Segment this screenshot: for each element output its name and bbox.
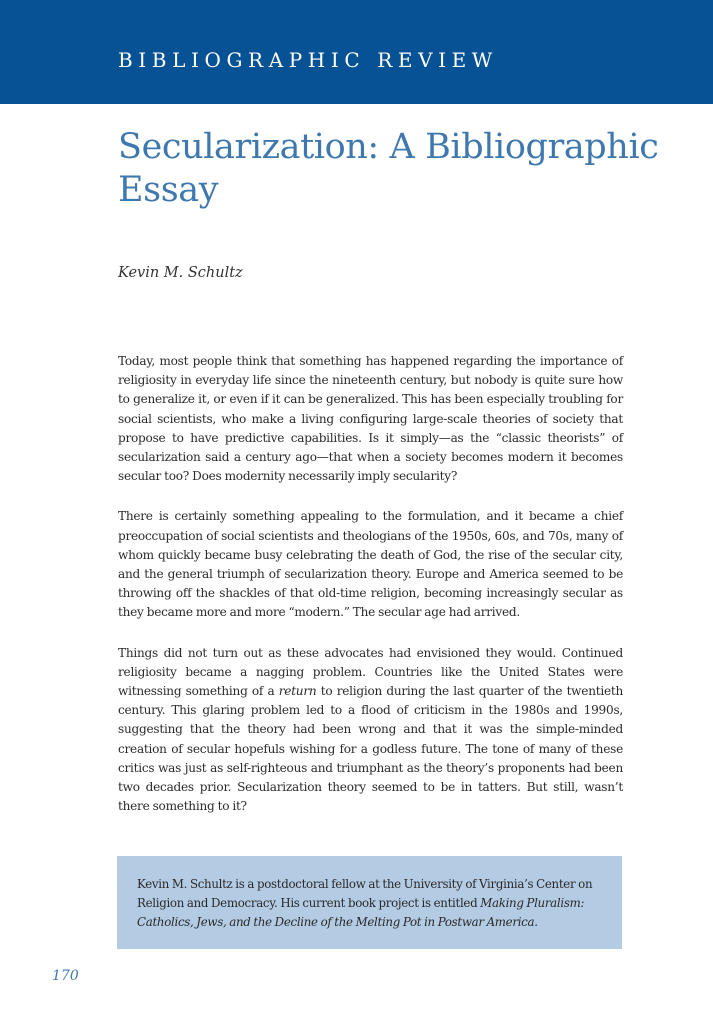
article-body (118, 352, 623, 837)
author-name: Kevin M. Schultz (118, 265, 243, 281)
book-title: Making Pluralism: Catholics, Jews, and the Decline of the Melting Pot in Postwar America (137, 896, 585, 929)
body-paragraph: There is certainly something appealing to the formulation, and it became a chief preoccupation of social scientists and theologians of the 1950s, 60s, and 70s, many of whom quickly became busy celebrating the death of God, the rise of the secular city, and the general triumph of secularization theory. Europe and America seemed to be throwing off the shackles of that old-time religion, becoming increasingly secular as they became more and more “modern.” The secular age had arrived. (118, 509, 623, 620)
author-bio-box (117, 856, 622, 949)
body-paragraph: Today, most people think that something has happened regarding the importance of religiosity in everyday life since the nineteenth century, but nobody is quite sure how to generalize it, or even if it can be generalized. This has been especially troubling for social scientists, who make a living configuring large-scale theories of society that propose to have predictive capabilities. Is it simply—as the “classic theorists” of secularization said a century ago—that when a society becomes modern it becomes secular too? Does modernity necessarily imply secularity? (118, 354, 623, 484)
author-bio (137, 875, 604, 932)
paragraph-text: to religion during the last quarter of the twentieth century. This glaring problem led to a flood of criticism in the 1980s and 1990s, suggesting that the theory had been wrong and that it was the simple-minded creation of secular hopefuls wishing for a godless future. The tone of many of these critics was just as self-righteous and triumphant as the theory’s proponents had been two decades prior. Secularization theory seemed to be in tatters. But still, wasn’t there something to it? (118, 684, 624, 814)
page-number: 170 (52, 968, 79, 984)
section-label: BIBLIOGRAPHIC REVIEW (118, 48, 498, 72)
bio-text: Kevin M. Schultz is a postdoctoral fellow at the University of Virginia’s Center on Religion and Democracy. His current book project is entitled (137, 877, 593, 910)
emphasized-word: return (278, 684, 317, 699)
paragraph-text: Things did not turn out as these advocates had envisioned they would. Continued religiosity became a nagging problem. Countries like the United States were witnessing something of a (118, 645, 623, 699)
bio-end: . (534, 915, 538, 929)
article-title: Secularization: A Bibliographic Essay (118, 127, 659, 210)
body-paragraph (118, 644, 623, 817)
section-banner (0, 0, 713, 104)
